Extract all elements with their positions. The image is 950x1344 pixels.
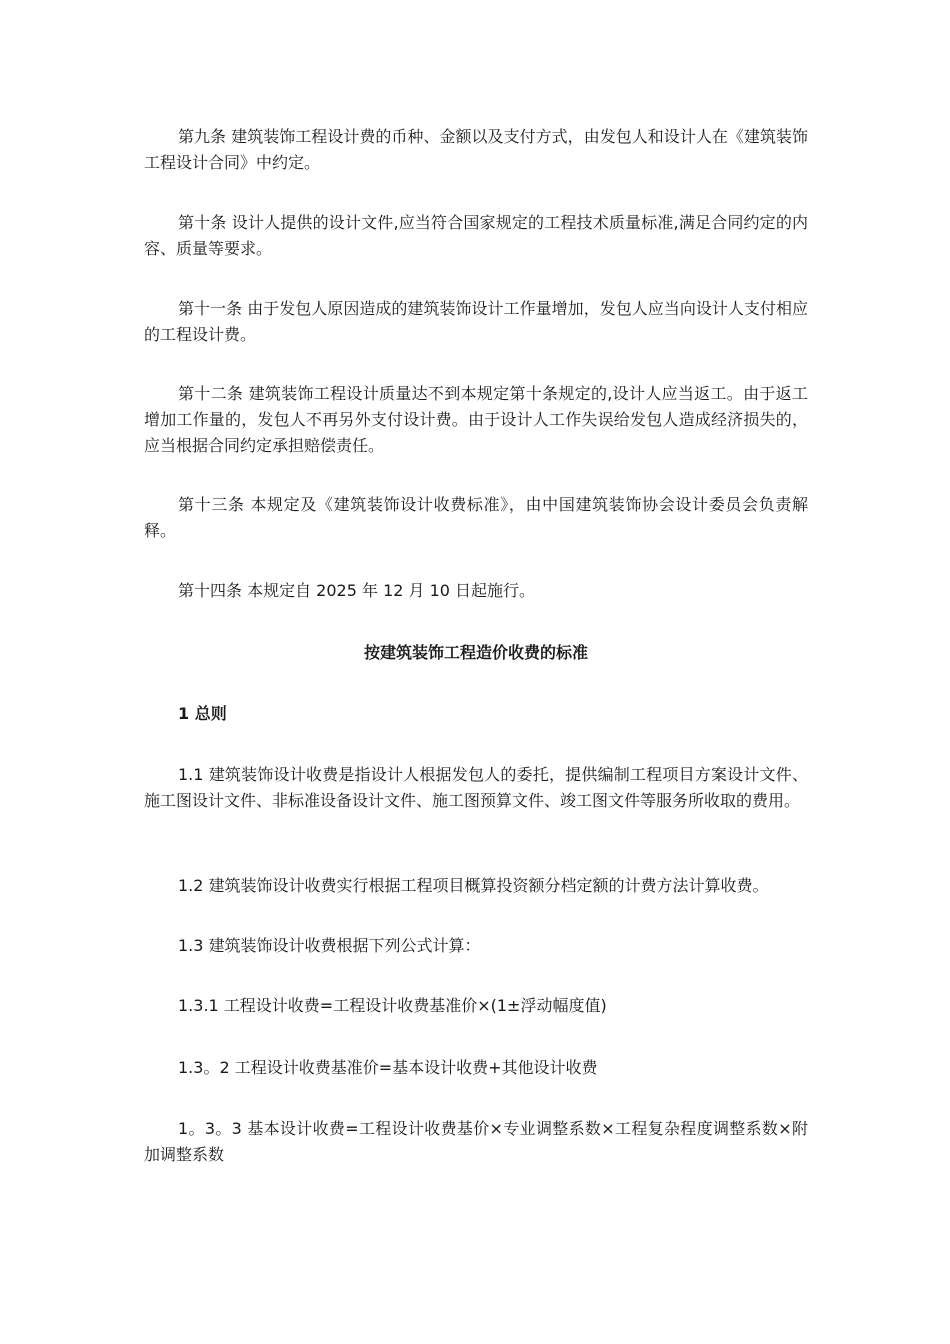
clause-1-3: 1.3 建筑装饰设计收费根据下列公式计算： (178, 936, 481, 955)
clause-1-3-3: 1。3。3 基本设计收费=工程设计收费基价×专业调整系数×工程复杂程度调整系数×附加调整系数 (144, 1119, 808, 1164)
article-12: 第十二条 建筑装饰工程设计质量达不到本规定第十条规定的,设计人应当返工。由于返工增加工作量的，发包人不再另外支付设计费。由于设计人工作失误给发包人造成经济损失的，应当根据合同约定承担赔偿责任。 (144, 384, 808, 455)
article-11: 第十一条 由于发包人原因造成的建筑装饰设计工作量增加，发包人应当向设计人支付相应的工程设计费。 (144, 299, 808, 344)
section-1-title: 1 总则 (178, 704, 227, 723)
clause-1-3-2: 1.3。2 工程设计收费基准价=基本设计收费+其他设计收费 (178, 1058, 598, 1077)
article-13: 第十三条 本规定及《建筑装饰设计收费标准》，由中国建筑装饰协会设计委员会负责解释。 (144, 495, 808, 540)
article-10: 第十条 设计人提供的设计文件,应当符合国家规定的工程技术质量标准,满足合同约定的内容、质量等要求。 (144, 213, 808, 258)
clause-1-1: 1.1 建筑装饰设计收费是指设计人根据发包人的委托，提供编制工程项目方案设计文件、施工图设计文件、非标准设备设计文件、施工图预算文件、竣工图文件等服务所收取的费用。 (144, 765, 808, 810)
clause-1-2: 1.2 建筑装饰设计收费实行根据工程项目概算投资额分档定额的计费方法计算收费。 (178, 876, 769, 895)
article-14: 第十四条 本规定自 2025 年 12 月 10 日起施行。 (178, 581, 536, 600)
clause-1-3-1: 1.3.1 工程设计收费=工程设计收费基准价×(1±浮动幅度值) (178, 996, 607, 1015)
article-9: 第九条 建筑装饰工程设计费的币种、金额以及支付方式，由发包人和设计人在《建筑装饰工程设计合同》中约定。 (144, 127, 808, 172)
standard-title: 按建筑装饰工程造价收费的标准 (363, 643, 588, 662)
